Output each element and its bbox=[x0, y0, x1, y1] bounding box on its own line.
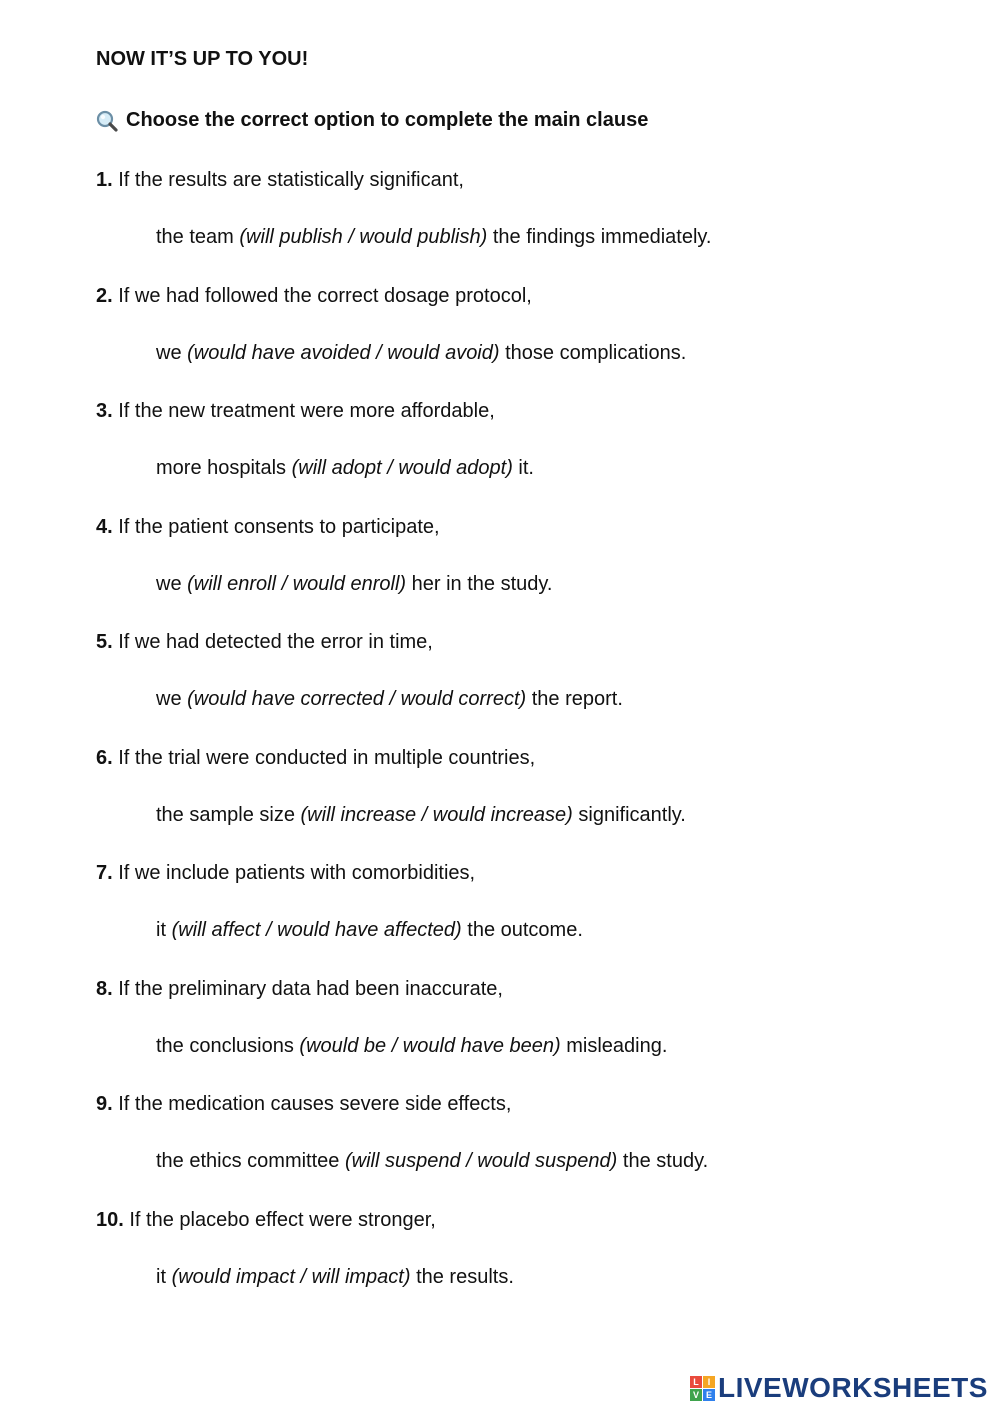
main-clause-start: the conclusions bbox=[156, 1034, 300, 1057]
condition-text: If the placebo effect were stronger, bbox=[129, 1208, 436, 1231]
main-clause-start: the ethics committee bbox=[156, 1150, 345, 1172]
main-clause-start: more hospitals bbox=[156, 457, 292, 479]
exercise-item bbox=[96, 397, 976, 513]
main-clause bbox=[156, 916, 583, 944]
instruction bbox=[96, 109, 648, 132]
exercise-list bbox=[96, 166, 976, 1321]
condition-text: If we had detected the error in time, bbox=[118, 631, 433, 653]
exercise-item bbox=[96, 282, 976, 398]
logo-text: LIVEWORKSHEETS bbox=[718, 1372, 988, 1403]
instruction-text: Choose the correct option to complete the main clause bbox=[126, 109, 649, 131]
main-clause-end: the report. bbox=[526, 688, 623, 710]
main-clause bbox=[156, 223, 711, 251]
answer-options[interactable]: (would have avoided / would avoid) bbox=[187, 341, 500, 364]
main-clause-end: her in the study. bbox=[406, 572, 553, 595]
main-clause-end: it. bbox=[512, 457, 534, 479]
item-number: 9. bbox=[96, 1093, 113, 1115]
exercise-item bbox=[96, 1206, 976, 1322]
condition-text: If the trial were conducted in multiple countries, bbox=[118, 746, 536, 769]
item-number: 8. bbox=[96, 977, 113, 1000]
item-number: 7. bbox=[96, 862, 113, 884]
condition-text: If the patient consents to participate, bbox=[118, 515, 440, 538]
answer-options[interactable]: (would impact / will impact) bbox=[171, 1265, 411, 1288]
condition-text: If we had followed the correct dosage protocol, bbox=[118, 284, 532, 307]
main-clause bbox=[156, 1032, 667, 1060]
condition-clause bbox=[96, 282, 532, 310]
main-clause-start: we bbox=[156, 572, 188, 595]
main-clause-start: it bbox=[156, 1265, 172, 1288]
main-clause bbox=[156, 685, 623, 713]
logo-mark-letter: V bbox=[690, 1389, 702, 1401]
exercise-item bbox=[96, 166, 976, 282]
item-number: 2. bbox=[96, 284, 113, 307]
condition-clause bbox=[96, 1206, 436, 1234]
main-clause-start: the team bbox=[156, 226, 240, 248]
condition-clause bbox=[96, 513, 440, 541]
answer-options[interactable]: (will adopt / would adopt) bbox=[291, 457, 513, 479]
main-clause-start: the sample size bbox=[156, 803, 301, 826]
liveworksheets-logo bbox=[690, 1372, 988, 1404]
main-clause bbox=[156, 801, 686, 829]
main-clause-end: the findings immediately. bbox=[487, 226, 712, 248]
answer-options[interactable]: (will suspend / would suspend) bbox=[344, 1150, 618, 1172]
main-clause bbox=[156, 570, 552, 598]
main-clause-start: we bbox=[156, 341, 188, 364]
item-number: 10. bbox=[96, 1208, 124, 1231]
logo-mark-letter: I bbox=[703, 1376, 715, 1388]
logo-mark-letter: L bbox=[690, 1376, 702, 1388]
item-number: 1. bbox=[96, 169, 113, 191]
main-clause-end: significantly. bbox=[572, 803, 686, 826]
item-number: 3. bbox=[96, 400, 113, 422]
condition-clause bbox=[96, 628, 433, 656]
main-clause-end: the study. bbox=[617, 1150, 709, 1172]
item-number: 6. bbox=[96, 746, 113, 769]
condition-clause bbox=[96, 859, 475, 887]
main-clause bbox=[156, 1263, 514, 1291]
answer-options[interactable]: (will enroll / would enroll) bbox=[187, 572, 407, 595]
logo-mark-letter: E bbox=[703, 1389, 715, 1401]
item-number: 4. bbox=[96, 515, 113, 538]
main-clause-end: the results. bbox=[410, 1265, 514, 1288]
condition-text: If we include patients with comorbidities, bbox=[118, 862, 476, 884]
answer-options[interactable]: (will increase / would increase) bbox=[300, 803, 573, 826]
exercise-item bbox=[96, 744, 976, 860]
main-clause bbox=[156, 1147, 708, 1175]
main-clause-end: those complications. bbox=[499, 341, 687, 364]
answer-options[interactable]: (will affect / would have affected) bbox=[171, 919, 462, 941]
item-number: 5. bbox=[96, 631, 113, 653]
condition-clause bbox=[96, 166, 464, 194]
condition-clause bbox=[96, 1090, 511, 1118]
answer-options[interactable]: (would be / would have been) bbox=[299, 1034, 561, 1057]
answer-options[interactable]: (will publish / would publish) bbox=[239, 226, 488, 248]
exercise-item bbox=[96, 975, 976, 1091]
condition-clause bbox=[96, 744, 535, 772]
page-title: NOW IT’S UP TO YOU! bbox=[96, 48, 309, 70]
magnifier-icon bbox=[96, 110, 118, 132]
condition-text: If the results are statistically significant, bbox=[118, 169, 464, 191]
logo-mark bbox=[690, 1376, 715, 1401]
exercise-item bbox=[96, 859, 976, 975]
exercise-item bbox=[96, 628, 976, 744]
exercise-item bbox=[96, 513, 976, 629]
main-clause-end: misleading. bbox=[560, 1034, 668, 1057]
answer-options[interactable]: (would have corrected / would correct) bbox=[187, 688, 527, 710]
main-clause bbox=[156, 454, 534, 482]
condition-text: If the new treatment were more affordable, bbox=[118, 400, 495, 422]
main-clause-start: we bbox=[156, 688, 188, 710]
main-clause-start: it bbox=[156, 919, 172, 941]
exercise-item bbox=[96, 1090, 976, 1206]
main-clause bbox=[156, 339, 686, 367]
condition-text: If the medication causes severe side effects, bbox=[118, 1093, 512, 1115]
condition-clause bbox=[96, 975, 503, 1003]
main-clause-end: the outcome. bbox=[461, 919, 583, 941]
condition-clause bbox=[96, 397, 495, 425]
condition-text: If the preliminary data had been inaccurate, bbox=[118, 977, 503, 1000]
